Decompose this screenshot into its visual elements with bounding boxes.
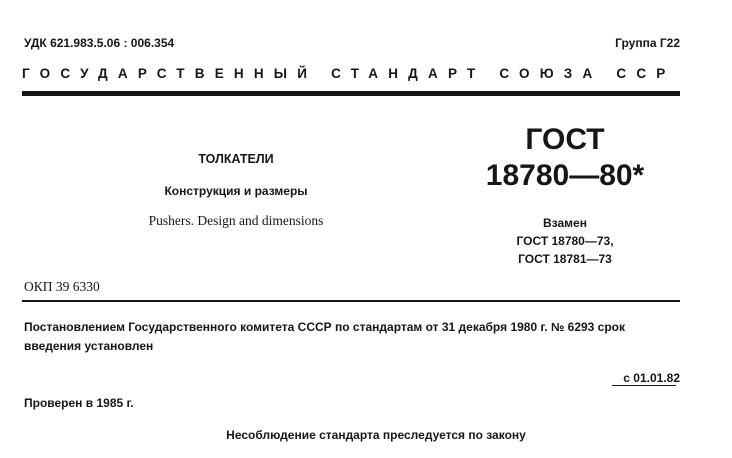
checked-note: Проверен в 1985 г.	[24, 396, 134, 410]
replaces-block	[470, 214, 660, 268]
okp-code: ОКП 39 6330	[24, 279, 100, 294]
thick-divider	[22, 91, 680, 96]
state-standard-heading: ГОСУДАРСТВЕННЫЙ СТАНДАРТ СОЮЗА ССР	[22, 66, 676, 81]
legal-warning: Несоблюдение стандарта преследуется по закону	[226, 428, 526, 442]
divider	[22, 300, 680, 302]
document-title: ТОЛКАТЕЛИ	[198, 152, 274, 166]
replaced-standard: ГОСТ 18781—73	[518, 252, 612, 266]
effective-date: с 01.01.82	[623, 371, 680, 385]
group-code: Группа Г22	[615, 36, 680, 50]
document-subtitle: Конструкция и размеры	[164, 184, 308, 198]
replaces-label: Взамен	[543, 216, 587, 230]
replaced-standard: ГОСТ 18780—73,	[516, 234, 614, 248]
effective-date-underline	[612, 385, 676, 386]
english-title: Pushers. Design and dimensions	[148, 213, 324, 228]
gost-number: 18780—80*	[485, 159, 645, 192]
decree-text: Постановлением Государственного комитета СССР по стандартам от 31 декабря 1980 г. № 6293 срок введения установлен	[24, 320, 626, 353]
gost-label: ГОСТ	[525, 123, 605, 156]
udk-code: УДК 621.983.5.06 : 006.354	[24, 36, 175, 50]
